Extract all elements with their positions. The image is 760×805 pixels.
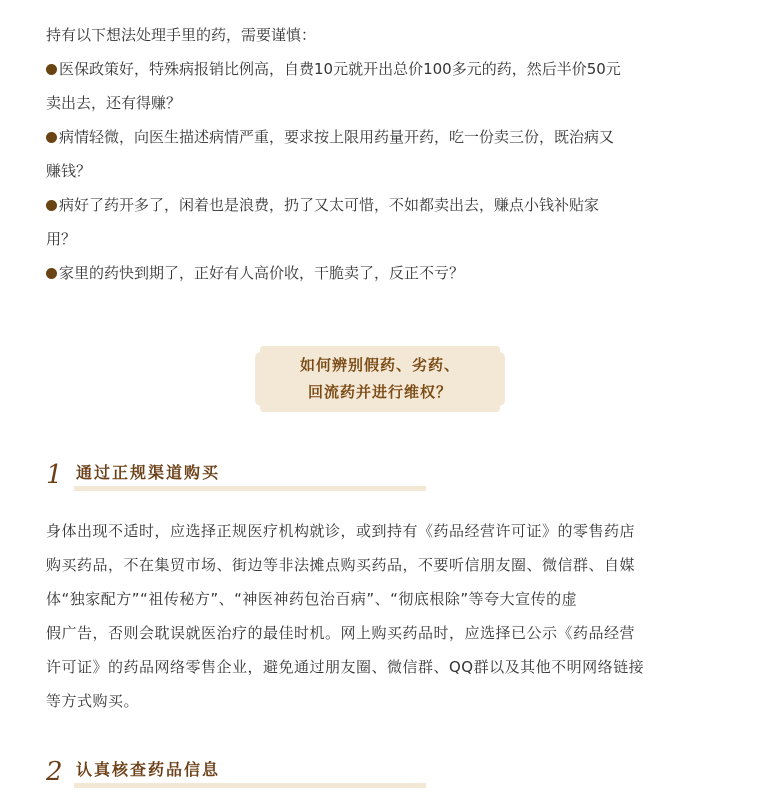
bullet-dot-icon (46, 200, 57, 211)
bullet-item (46, 188, 726, 256)
paragraph-line: 等方式购买。 (46, 692, 140, 710)
intro-lead: 持有以下想法处理手里的药，需要谨慎： (46, 26, 317, 44)
heading-number: 2 (46, 757, 63, 787)
heading-title: 认真核查药品信息 (76, 760, 221, 779)
intro-block (46, 18, 726, 290)
paragraph-line: 假广告，否则会耽误就医治疗的最佳时机。网上购买药品时，应选择已公示《药品经营 (46, 624, 636, 642)
banner-line-2: 回流药并进行维权？ (307, 383, 452, 401)
bullet-text: 卖出去，还有得赚？ (46, 94, 182, 112)
section-1-paragraph (46, 514, 726, 718)
bullet-item (46, 52, 726, 120)
bullet-dot-icon (46, 268, 57, 279)
bullet-dot-icon (46, 64, 57, 75)
bullet-text: 医保政策好，特殊病报销比例高，自费10元就开出总价100多元的药，然后半价50元 (59, 60, 621, 78)
paragraph-line: 许可证》的药品网络零售企业，避免通过朋友圈、微信群、QQ群以及其他不明网络链接 (46, 658, 645, 676)
paragraph-line: 购买药品，不在集贸市场、街边等非法摊点购买药品，不要听信朋友圈、微信群、自媒 (46, 556, 636, 574)
heading-title: 通过正规渠道购买 (76, 463, 221, 482)
bullet-text: 用？ (46, 230, 77, 248)
bullet-text: 病情轻微，向医生描述病情严重，要求按上限用药量开药，吃一份卖三份，既治病又 (59, 128, 615, 146)
section-banner (260, 346, 500, 412)
heading-number: 1 (46, 460, 63, 490)
bullet-dot-icon (46, 132, 57, 143)
bullet-text: 赚钱？ (46, 162, 92, 180)
heading-underline (74, 486, 426, 491)
banner-line-1: 如何辨别假药、劣药、 (299, 356, 460, 374)
paragraph-line: 体“独家配方”“祖传秘方”、“神医神药包治百病”、“彻底根除”等夸大宣传的虚 (46, 590, 578, 608)
bullet-item (46, 120, 726, 188)
bullet-text: 病好了药开多了，闲着也是浪费，扔了又太可惜，不如都卖出去，赚点小钱补贴家 (59, 196, 600, 214)
paragraph-line: 身体出现不适时，应选择正规医疗机构就诊，或到持有《药品经营许可证》的零售药店 (46, 522, 636, 540)
bullet-text: 家里的药快到期了，正好有人高价收，干脆卖了，反正不亏？ (59, 264, 465, 282)
bullet-item (46, 256, 726, 290)
heading-underline (74, 783, 426, 788)
